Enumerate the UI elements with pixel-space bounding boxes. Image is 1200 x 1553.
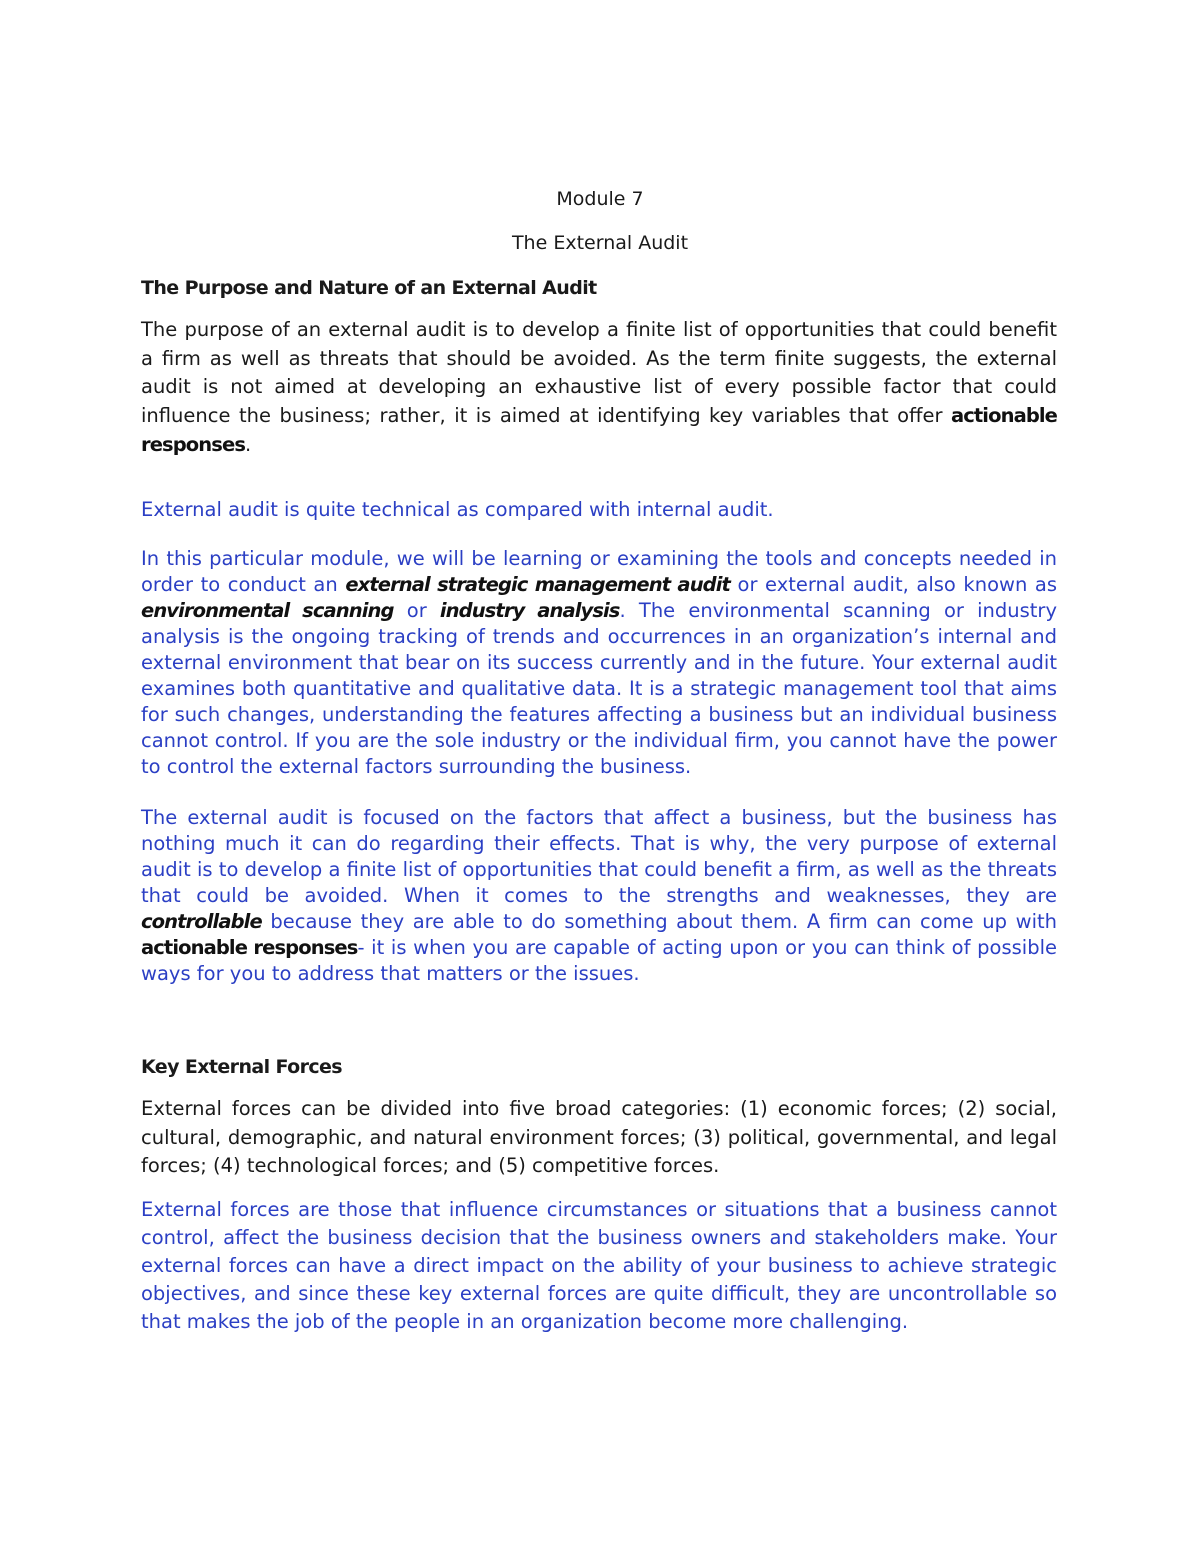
external-focus-paragraph: [141, 805, 1057, 987]
section-heading-purpose: The Purpose and Nature of an External Audit: [141, 277, 597, 299]
scope-text-d: . The environmental scanning or industry analysis is the ongoing tracking of trends and occurrences in an organization’s internal and external environment that bear on its success currently and in the future. Your external audit examines both quantitative and qualitative data. It is a strategic management tool that aims for such changes, understanding the features affecting a business but an individual business cannot control. If you are the sole industry or the individual firm, you cannot have the power to control the external factors surrounding the business.: [141, 599, 1057, 778]
module-title: Module 7: [556, 188, 644, 210]
scope-text-c: or: [393, 599, 440, 622]
purpose-text: The purpose of an external audit is to develop a finite list of opportunities that could benefit a firm as well as threats that should be avoided. As the term finite suggests, the external audit is not aimed at developing an exhaustive list of every possible factor that could influence the business; rather, it is aimed at identifying key variables that offer: [141, 318, 1057, 428]
forces-explanation-paragraph: External forces are those that influence circumstances or situations that a business cannot control, affect the business decision that the business owners and stakeholders make. Your external forces can have a direct impact on the ability of your business to achieve strategic objectives, and since these key external forces are quite difficult, they are uncontrollable so that makes the job of the people in an organization become more challenging.: [141, 1198, 1057, 1333]
purpose-paragraph: [141, 316, 1057, 460]
module-scope-paragraph: [141, 546, 1057, 780]
forces-categories-paragraph: External forces can be divided into five broad categories: (1) economic forces; (2) social, cultural, demographic, and natural environment forces; (3) political, governmental, and legal forces; (4) technological forces; and (5) competitive forces.: [141, 1097, 1057, 1178]
controllable-term: controllable: [141, 910, 262, 933]
external-strategic-management-audit-term: external strategic management audit: [345, 573, 730, 596]
document-subtitle: The External Audit: [511, 232, 689, 254]
scope-text-a: In this particular module, we will be learning or examining the tools and concepts needed in order to conduct an: [141, 547, 1057, 596]
scope-text-b: or external audit, also known as: [729, 573, 1058, 596]
purpose-end: .: [245, 432, 252, 456]
industry-analysis-term: industry analysis: [439, 599, 620, 622]
technical-note-paragraph: External audit is quite technical as compared with internal audit.: [141, 498, 774, 521]
section-heading-key-forces: Key External Forces: [141, 1056, 343, 1078]
focus-text-c: - it is when you are capable of acting upon or you can think of possible ways for you to address that matters or the issues.: [141, 936, 1057, 985]
focus-text-b: because they are able to do something about them. A firm can come up with: [261, 910, 1057, 933]
focus-text-a: The external audit is focused on the factors that affect a business, but the business has nothing much it can do regarding their effects. That is why, the very purpose of external audit is to develop a finite list of opportunities that could benefit a firm, as well as the threats that could be avoided. When it comes to the strengths and weaknesses, they are: [141, 806, 1057, 907]
environmental-scanning-term: environmental scanning: [141, 599, 394, 622]
actionable-responses-term-2: actionable responses: [141, 936, 358, 959]
actionable-responses-term: actionable responses: [141, 404, 1057, 456]
